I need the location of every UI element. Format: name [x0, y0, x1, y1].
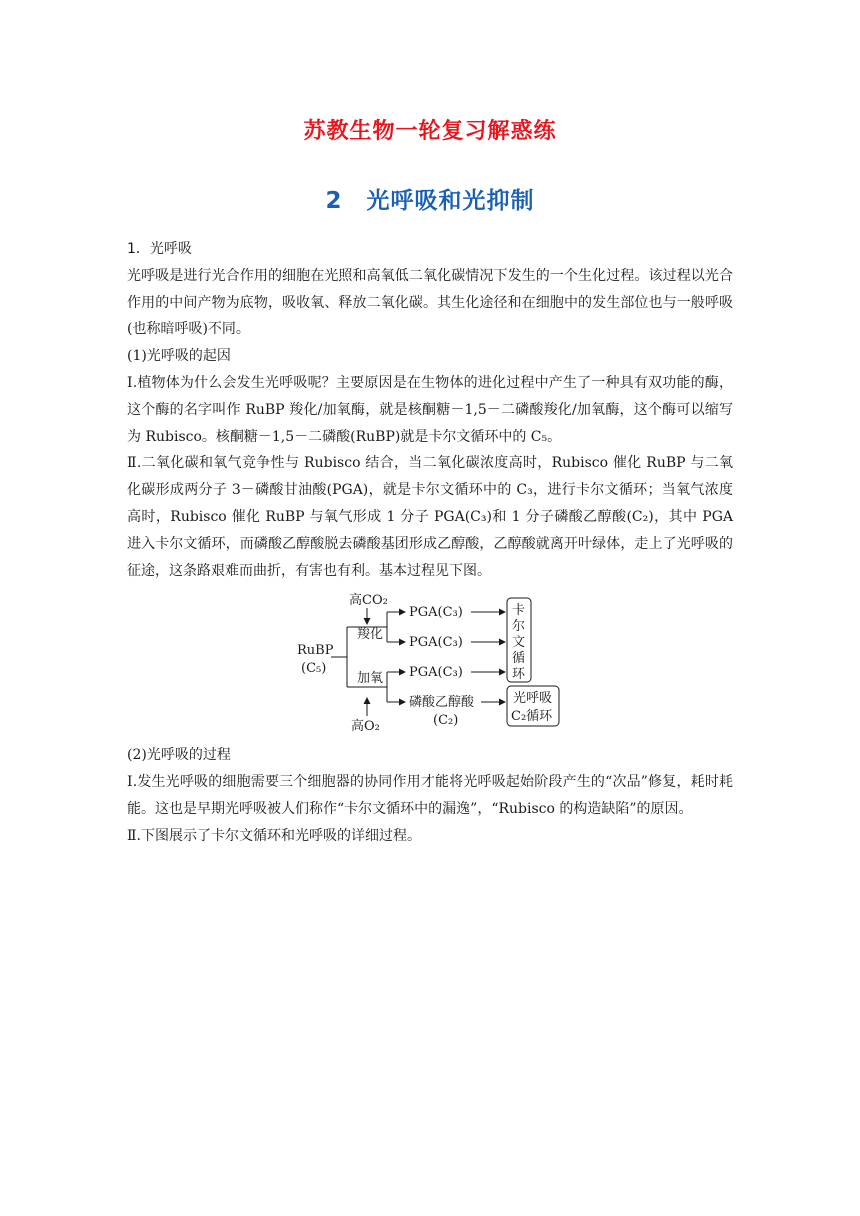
cause-heading: (1)光呼吸的起因: [127, 348, 231, 365]
calvin-char-3: 文: [512, 635, 526, 651]
process-paragraph-2: Ⅱ.下图展示了卡尔文循环和光呼吸的详细过程。: [127, 827, 421, 844]
process-heading: (2)光呼吸的过程: [127, 747, 231, 764]
calvin-char-5: 环: [512, 667, 526, 683]
section-number: 2: [325, 188, 343, 214]
photoresp-line-2: C₂循环: [511, 709, 553, 725]
section-title-text: 光呼吸和光抑制: [366, 188, 535, 214]
phosphoglycolate-label: 磷酸乙醇酸: [409, 695, 475, 711]
oxygenation-label: 加氧: [357, 671, 384, 687]
c5-label: (C₅): [301, 661, 327, 677]
calvin-char-2: 尔: [512, 619, 526, 635]
c2-label: (C₂): [433, 713, 459, 729]
intro-paragraph: 光呼吸是进行光合作用的细胞在光照和高氧低二氧化碳情况下发生的一个生化过程。该过程以光合作用的中间产物为底物，吸收氧、释放二氧化碳。其生化途径和在细胞中的发生部位也与一般呼吸(也称暗呼吸)不同。: [127, 267, 733, 338]
cause-paragraph-1: Ⅰ.植物体为什么会发生光呼吸呢？主要原因是在生物体的进化过程中产生了一种具有双功能的酶，这个酶的名字叫作 RuBP 羧化/加氧酶，就是核酮糖－1,5－二磷酸羧化/加氧酶，这个酶可以缩写为 Rubisco。核酮糖－1,5－二磷酸(RuBP)就是卡尔文循环中的 C₅。: [127, 374, 733, 445]
photoresp-line-1: 光呼吸: [513, 691, 553, 707]
process-paragraph-1: Ⅰ.发生光呼吸的细胞需要三个细胞器的协同作用才能将光呼吸起始阶段产生的“次品”修复，耗时耗能。这也是早期光呼吸被人们称作“卡尔文循环中的漏逸”，“Rubisco 的构造缺陷”的原因。: [127, 774, 733, 817]
pga-1: PGA(C₃): [409, 605, 463, 621]
high-o2-label: 高O₂: [351, 719, 380, 735]
carboxylation-label: 羧化: [357, 627, 384, 643]
photorespiration-diagram: [295, 590, 585, 738]
document-title: 苏教生物一轮复习解惑练: [303, 119, 557, 144]
cause-paragraph-2: Ⅱ.二氧化碳和氧气竞争性与 Rubisco 结合，当二氧化碳浓度高时，Rubisco 催化 RuBP 与二氧化碳形成两分子 3－磷酸甘油酸(PGA)，就是卡尔文循环中的 C₃，进行卡尔文循环；当氧气浓度高时，Rubisco 催化 RuBP 与氧气形成 1 分子 PGA(C₃)和 1 分子磷酸乙醇酸(C₂)，其中 PGA 进入卡尔文循环，而磷酸乙醇酸脱去磷酸基团形成乙醇酸，乙醇酸就离开叶绿体，走上了光呼吸的征途，这条路艰难而曲折，有害也有利。基本过程见下图。: [127, 455, 733, 579]
document-body: [127, 236, 733, 850]
calvin-char-4: 循: [512, 651, 526, 667]
pga-2: PGA(C₃): [409, 635, 463, 651]
section-title: [0, 182, 860, 215]
calvin-char-1: 卡: [512, 603, 526, 619]
rubp-label: RuBP: [297, 643, 334, 659]
pga-3: PGA(C₃): [409, 665, 463, 681]
heading-photorespiration: 1．光呼吸: [127, 241, 192, 257]
high-co2-label: 高CO₂: [349, 593, 388, 609]
